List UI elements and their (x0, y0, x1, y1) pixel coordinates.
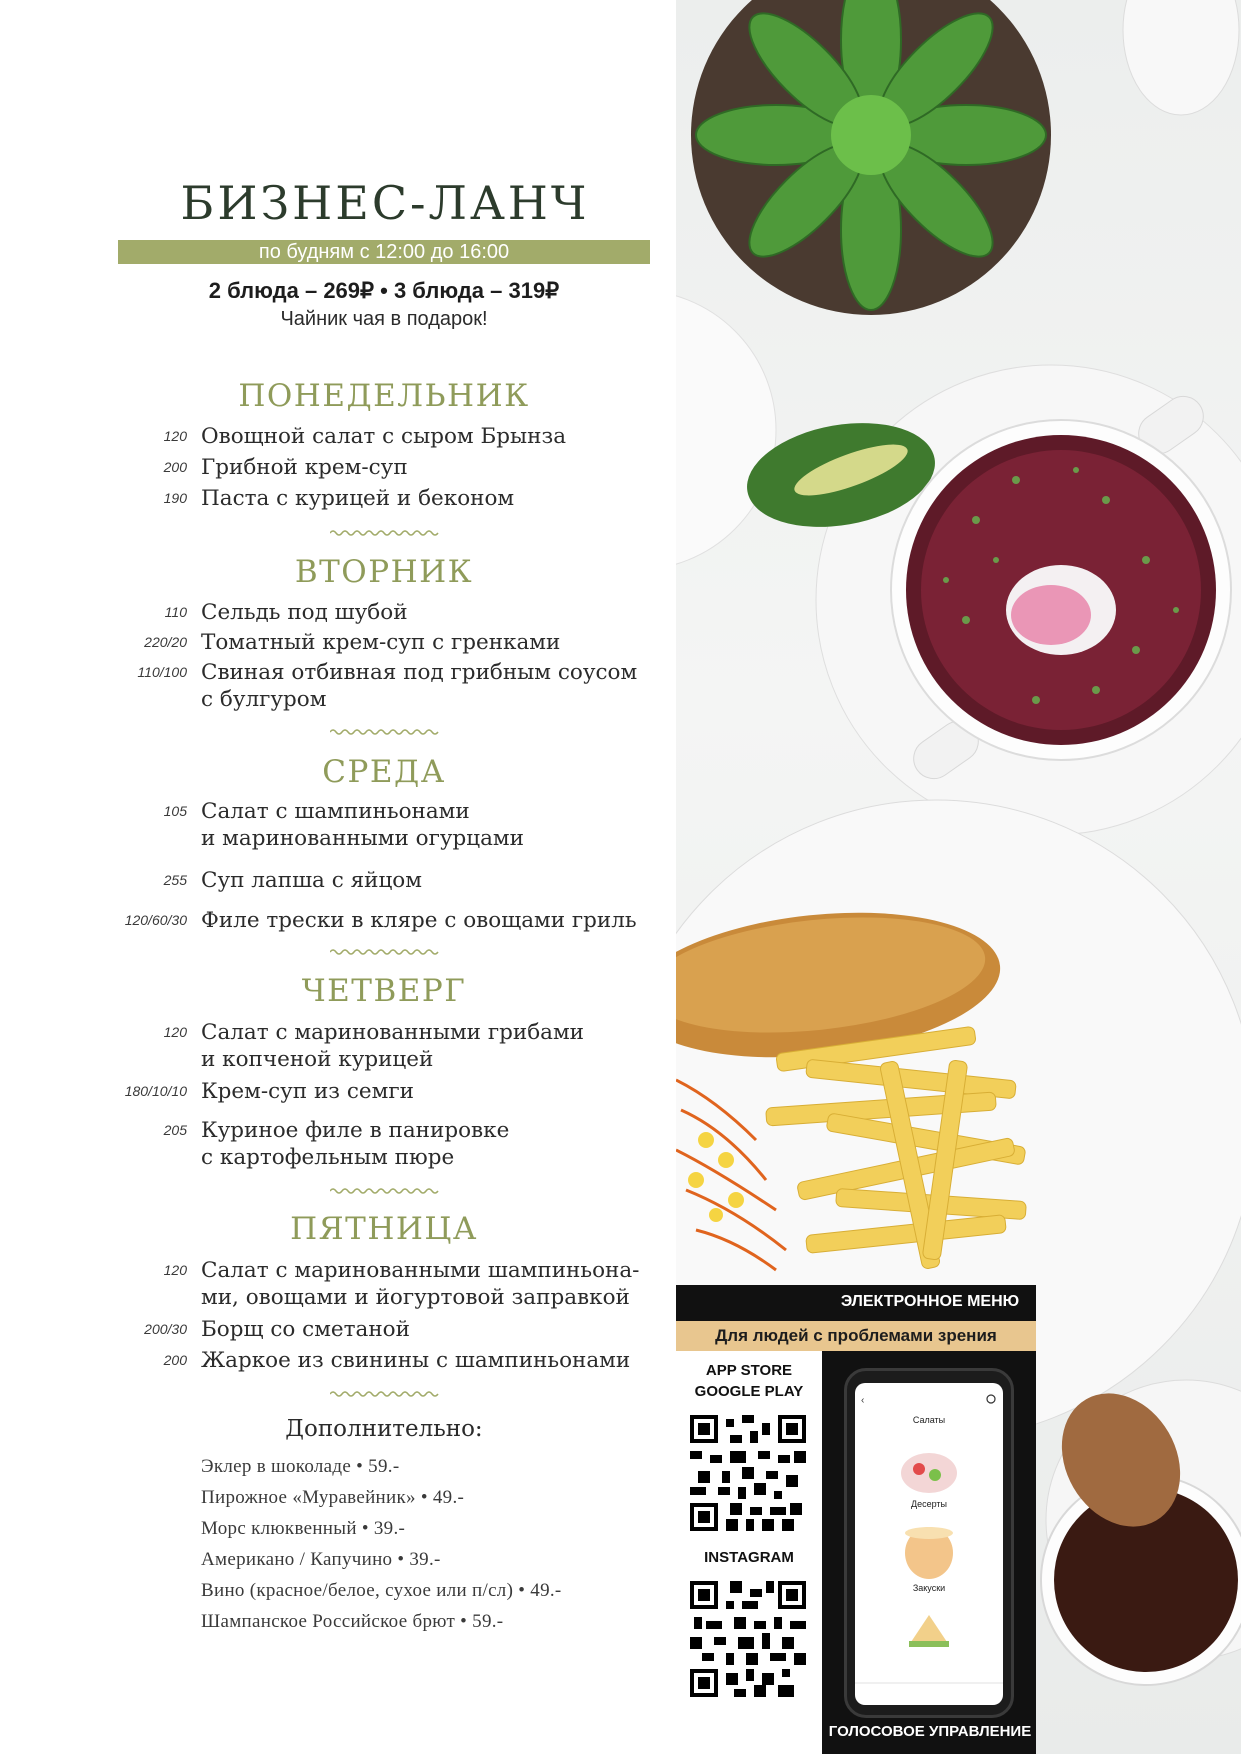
wave-divider (330, 1389, 440, 1399)
day-heading-monday: ПОНЕДЕЛЬНИК (238, 378, 530, 414)
phone-category[interactable]: Салаты (912, 1415, 946, 1425)
item-dish: Крем-суп из семги (201, 1079, 414, 1104)
extra-item: Пирожное «Муравейник» • 49.- (201, 1487, 465, 1508)
item-weight: 120 (163, 1024, 187, 1040)
item-weight: 120 (163, 428, 187, 444)
item-weight: 255 (163, 872, 187, 888)
item-dish-line2: и копченой курицей (201, 1047, 434, 1072)
page-title: БИЗНЕС-ЛАНЧ (180, 176, 590, 230)
day-heading-friday: ПЯТНИЦА (290, 1211, 478, 1247)
item-weight: 200 (163, 1352, 187, 1368)
phone-screen (855, 1383, 1003, 1705)
item-dish: Жаркое из свинины с шампиньонами (201, 1348, 631, 1373)
app-qr-code-icon[interactable] (690, 1415, 806, 1531)
qr-column (676, 1351, 822, 1754)
item-weight: 200/30 (144, 1321, 187, 1337)
item-dish: Борщ со сметаной (201, 1317, 410, 1342)
extra-item: Морс клюквенный • 39.- (201, 1518, 406, 1539)
phone-screen-art (855, 1383, 1003, 1705)
item-dish-line2: и маринованными огурцами (201, 826, 524, 851)
extra-item: Американо / Капучино • 39.- (201, 1549, 441, 1570)
item-weight: 110/100 (137, 664, 187, 680)
item-dish-line2: с картофельным пюре (201, 1145, 455, 1170)
phone-category[interactable]: Закуски (912, 1583, 946, 1593)
store-label-2: GOOGLE PLAY (694, 1383, 804, 1400)
item-dish: Свиная отбивная под грибным соусом (201, 660, 638, 685)
item-weight: 105 (163, 803, 187, 819)
panel-heading: ЭЛЕКТРОННОЕ МЕНЮ (840, 1293, 1020, 1310)
item-dish: Куриное филе в панировке (201, 1118, 510, 1143)
price-line: 2 блюда – 269₽ • 3 блюда – 319₽ (208, 278, 560, 303)
instagram-label: INSTAGRAM (704, 1549, 794, 1566)
extra-item: Шампанское Российское брют • 59.- (201, 1611, 504, 1632)
wave-divider (330, 528, 440, 538)
extra-item: Эклер в шоколаде • 59.- (201, 1456, 400, 1477)
wave-divider (330, 1186, 440, 1196)
item-weight: 205 (163, 1122, 187, 1138)
day-heading-wednesday: СРЕДА (322, 754, 446, 790)
wave-divider (330, 727, 440, 737)
item-dish: Филе трески в кляре с овощами гриль (201, 908, 637, 933)
svg-text:‹: ‹ (861, 1395, 865, 1406)
item-dish: Грибной крем-суп (201, 455, 408, 480)
item-weight: 110 (164, 604, 187, 620)
item-dish: Суп лапша с яйцом (201, 868, 422, 893)
item-weight: 190 (163, 490, 187, 506)
item-weight: 120 (163, 1262, 187, 1278)
item-dish: Салат с маринованными шампиньона- (201, 1258, 640, 1283)
item-dish: Овощной салат с сыром Брынза (201, 424, 567, 449)
item-dish: Салат с шампиньонами (201, 799, 470, 824)
accessibility-banner: Для людей с проблемами зрения (676, 1321, 1036, 1351)
day-heading-thursday: ЧЕТВЕРГ (301, 973, 467, 1009)
day-heading-tuesday: ВТОРНИК (294, 554, 474, 590)
wave-divider (330, 947, 440, 957)
phone-category[interactable]: Десерты (910, 1499, 947, 1509)
item-weight: 200 (163, 459, 187, 475)
voice-control-label: ГОЛОСОВОЕ УПРАВЛЕНИЕ (828, 1723, 1032, 1740)
item-weight: 120/60/30 (124, 912, 187, 928)
item-weight: 220/20 (144, 634, 187, 650)
item-dish-line2: с булгуром (201, 687, 327, 712)
gift-note: Чайник чая в подарок! (280, 308, 488, 330)
hours-banner: по будням с 12:00 до 16:00 (118, 240, 650, 264)
item-weight: 180/10/10 (124, 1083, 187, 1099)
phone-mockup (844, 1368, 1014, 1718)
store-label-1: APP STORE (705, 1362, 793, 1379)
extra-item: Вино (красное/белое, сухое или п/сл) • 49.- (201, 1580, 562, 1601)
item-dish: Сельдь под шубой (201, 600, 408, 625)
instagram-qr-code-icon[interactable] (690, 1581, 806, 1697)
item-dish: Салат с маринованными грибами (201, 1020, 585, 1045)
electronic-menu-panel (676, 1285, 1036, 1754)
item-dish-line2: ми, овощами и йогуртовой заправкой (201, 1285, 630, 1310)
extras-heading: Дополнительно: (285, 1416, 483, 1442)
item-dish: Паста с курицей и беконом (201, 486, 515, 511)
item-dish: Томатный крем-суп с гренками (201, 630, 561, 655)
